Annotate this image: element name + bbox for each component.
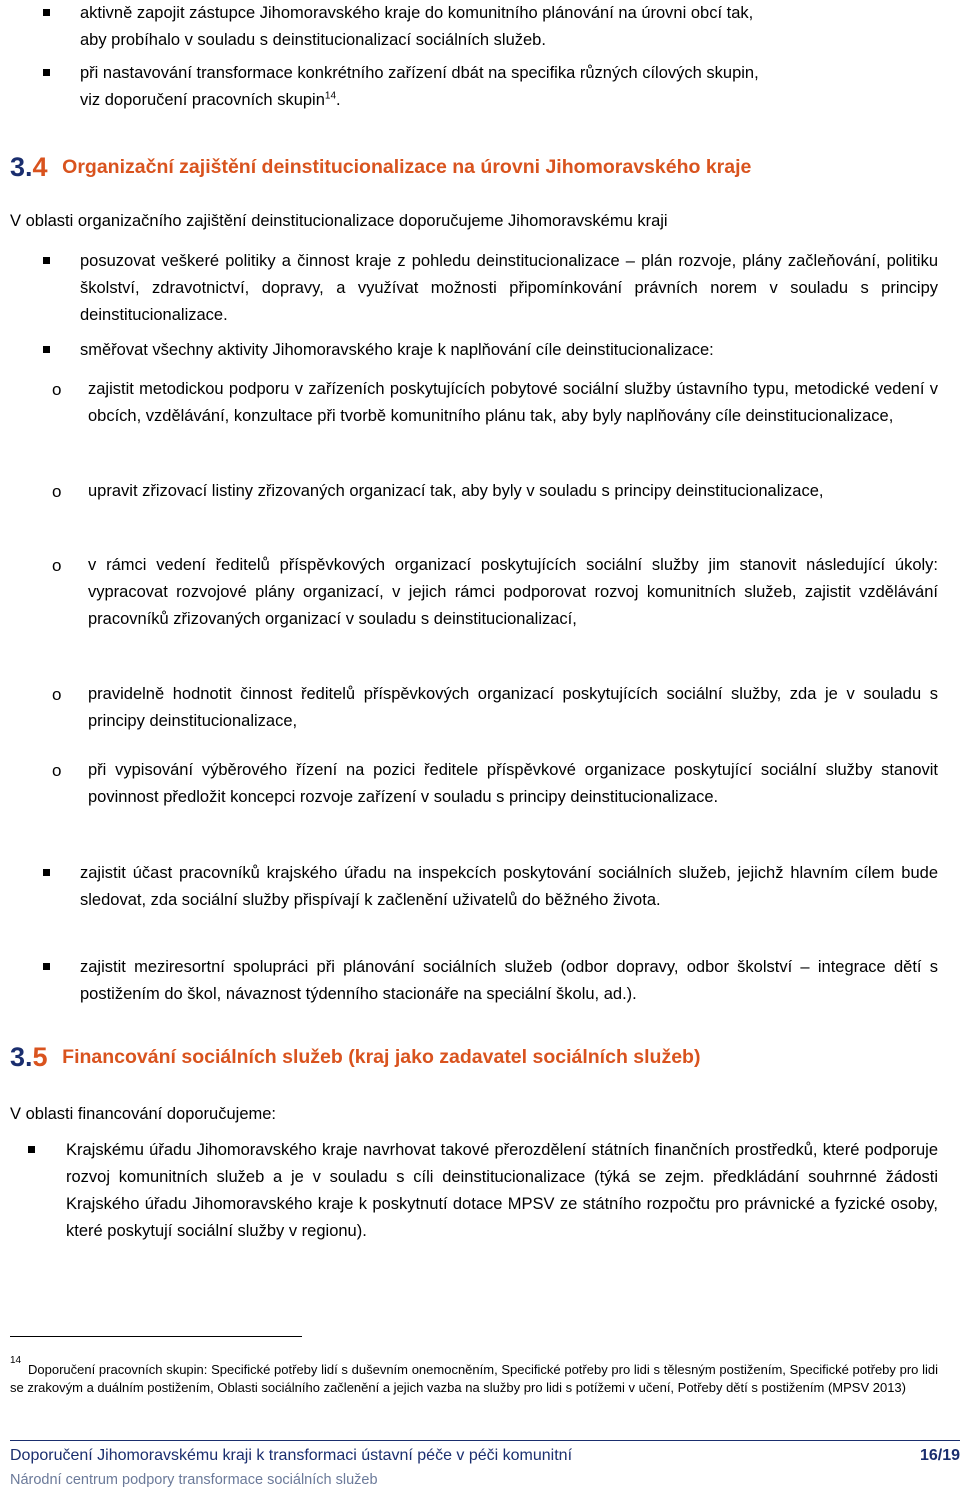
bullet-item: zajistit účast pracovníků krajského úřadu na inspekcích poskytování sociálních služeb, jejichž hlavním cílem bude sledovat, zda sociální služby přispívají k začlenění uživatelů do běžného života.	[80, 864, 938, 909]
sub-bullet-marker: o	[52, 556, 62, 575]
section-title: Financování sociálních služeb (kraj jako zadavatel sociálních služeb)	[62, 1046, 701, 1068]
footnote-separator	[10, 1336, 302, 1337]
top-bullet-2	[80, 60, 940, 114]
bullet-marker	[28, 1146, 35, 1153]
top-bullet-1	[80, 0, 940, 54]
bullet-item: směřovat všechny aktivity Jihomoravského kraje k naplňování cíle deinstitucionalizace:	[80, 341, 714, 359]
sub-bullet-marker: o	[52, 380, 62, 399]
top-bullet-1-line2: aby probíhalo v souladu s deinstitucionalizací sociálních služeb.	[80, 31, 546, 49]
bullet-marker	[43, 257, 50, 264]
sub-item: v rámci vedení ředitelů příspěvkových organizací poskytujících sociální služby jim stanovit následující úkoly: vypracovat rozvojové plány organizací, v jejich rámci podporovat rozvoj komunitních služeb, zajistit vzdělávání pracovníků zřizovaných organizací v souladu s deinstitucionalizací,	[88, 556, 938, 628]
footnote-number: 14	[10, 1355, 22, 1366]
bullet-item: Krajskému úřadu Jihomoravského kraje navrhovat takové přerozdělení státních finančních prostředků, které podporuje rozvoj komunitních služeb a je v souladu s cíli deinstitucionalizace (týká se zejm. předkládání souhrnné žádosti Krajského úřadu Jihomoravského kraje k poskytnutí dotace MPSV ze státního rozpočtu pro právnické a fyzické osoby, které poskytují sociální služby v regionu).	[66, 1141, 938, 1240]
sub-item: při vypisování výběrového řízení na pozici ředitele příspěvkové organizace poskytující sociální služby stanovit povinnost předložit koncepci rozvoje zařízení v souladu s principy deinstitucionalizace.	[88, 761, 938, 806]
sub-bullet-marker: o	[52, 761, 62, 780]
section-title: Organizační zajištění deinstitucionalizace na úrovni Jihomoravského kraje	[62, 156, 752, 178]
section-3-4-heading	[10, 152, 751, 183]
section-intro: V oblasti organizačního zajištění deinstitucionalizace doporučujeme Jihomoravskému kraji	[10, 212, 668, 230]
sub-item: pravidelně hodnotit činnost ředitelů příspěvkových organizací poskytujících sociální služby, zda je v souladu s principy deinstitucionalizace,	[88, 685, 938, 730]
footer-rule	[10, 1440, 960, 1441]
bullet-marker	[43, 9, 50, 16]
footnote-text: Doporučení pracovních skupin: Specifické potřeby lidí s duševním onemocněním, Specifické potřeby pro lidi s tělesným postižením, Specifické potřeby pro lidi se zrakovým a duálním postižením, Oblasti sociálního začlenění a jejich vazba na služby pro lidi s potížemi v učení, Potřeby dětí s postižením (MPSV 2013)	[10, 1362, 938, 1395]
section-3-5-heading	[10, 1042, 700, 1073]
footnote-ref: 14	[324, 90, 337, 102]
bullet-marker	[43, 69, 50, 76]
sub-bullet-marker: o	[52, 685, 62, 704]
bullet-item: posuzovat veškeré politiky a činnost kraje z pohledu deinstitucionalizace – plán rozvoje, plány začleňování, politiku školství, zdravotnictví, dopravy, a využívat možnosti připomínkování právních norem v souladu s principy deinstitucionalizace.	[80, 252, 938, 324]
footer-subtitle: Národní centrum podpory transformace sociálních služeb	[10, 1472, 378, 1488]
footer-title: Doporučení Jihomoravskému kraji k transformaci ústavní péče v péči komunitní	[10, 1447, 573, 1464]
top-bullet-2-line2: viz doporučení pracovních skupin$^{14}$.	[80, 90, 341, 109]
top-bullet-2-line1: při nastavování transformace konkrétního zařízení dbát na specifika různých cílových skupin,	[80, 64, 759, 82]
sub-bullet-marker: o	[52, 482, 62, 501]
section-intro: V oblasti financování doporučujeme:	[10, 1105, 276, 1123]
bullet-marker	[43, 346, 50, 353]
section-number: 3.5	[10, 1042, 48, 1072]
sub-item: upravit zřizovací listiny zřizovaných organizací tak, aby byly v souladu s principy deinstitucionalizace,	[88, 482, 824, 500]
bullet-item: zajistit meziresortní spolupráci při plánování sociálních služeb (odbor dopravy, odbor školství – integrace dětí s postižením do škol, návaznost týdenního stacionáře na speciální školu, ad.).	[80, 958, 938, 1003]
bullet-marker	[43, 869, 50, 876]
top-bullet-1-line1: aktivně zapojit zástupce Jihomoravského kraje do komunitního plánování na úrovni obcí tak,	[80, 4, 754, 22]
bullet-marker	[43, 963, 50, 970]
section-number: 3.4	[10, 152, 48, 182]
sub-item: zajistit metodickou podporu v zařízeních poskytujících pobytové sociální služby ústavního typu, metodické vedení v obcích, vzdělávání, konzultace při tvorbě komunitního plánu tak, aby byly naplňovány cíle deinstitucionalizace,	[88, 380, 938, 425]
page-number: 16/19	[919, 1447, 960, 1464]
